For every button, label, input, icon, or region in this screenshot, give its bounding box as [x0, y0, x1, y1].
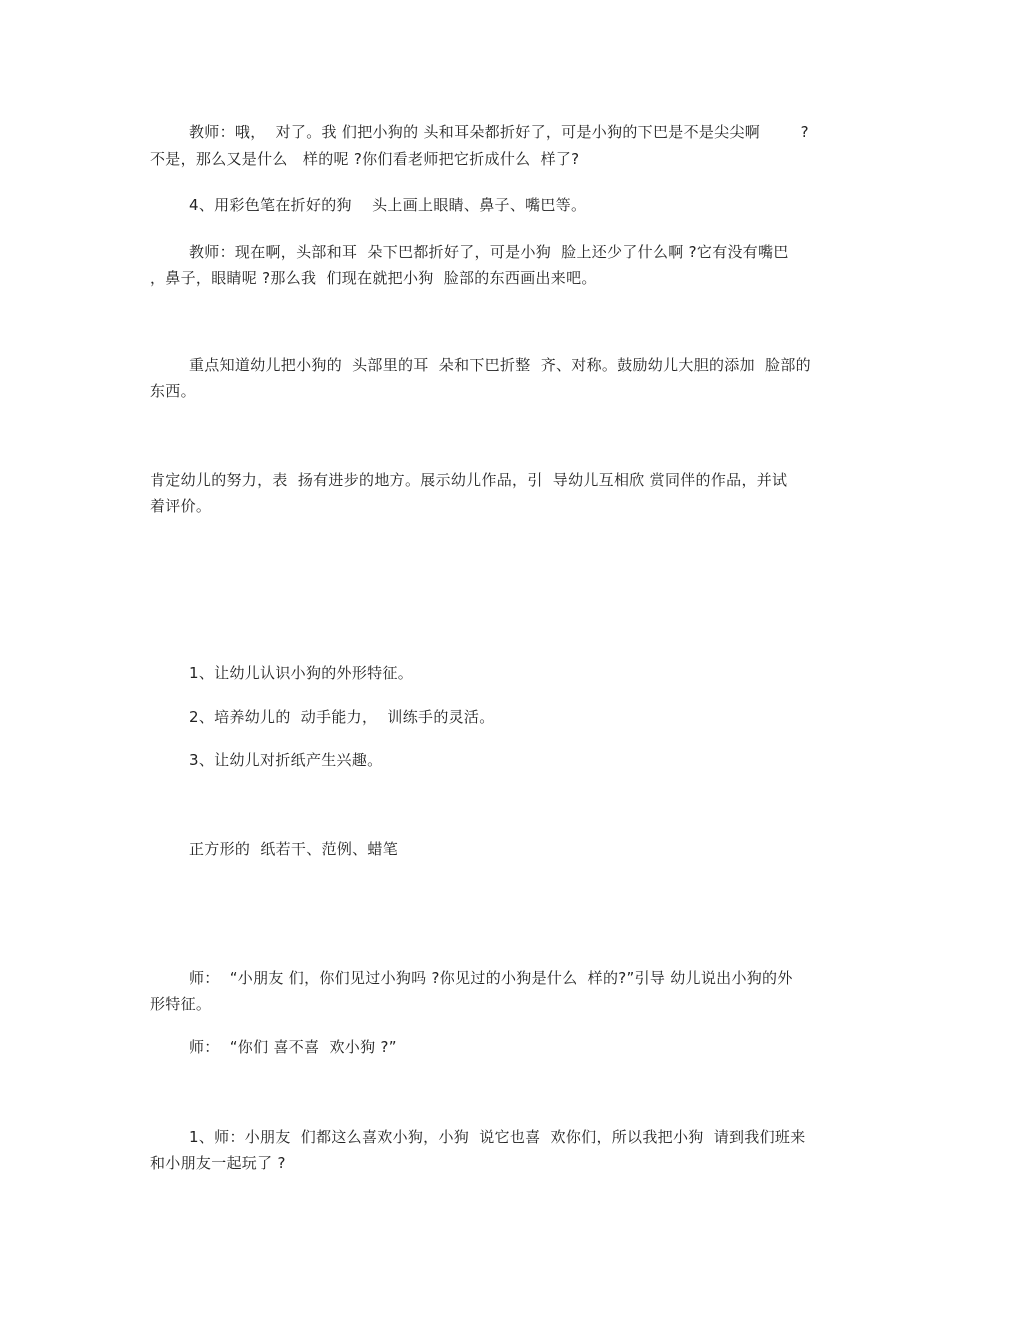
paragraph-line: ，鼻子，眼睛呢 ?那么我 们现在就把小狗 脸部的东西画出来吧。 — [150, 269, 597, 287]
paragraph-line: 教师：哦， 对了。我 们把小狗的 头和耳朵都折好了，可是小狗的下巴是不是尖尖啊 ? — [189, 123, 809, 141]
paragraph-line: 东西。 — [150, 382, 196, 400]
paragraph-line: 正方形的 纸若干、范例、蜡笔 — [189, 840, 399, 858]
paragraph-line: 1、师：小朋友 们都这么喜欢小狗，小狗 说它也喜 欢你们，所以我把小狗 请到我们班来 — [189, 1128, 806, 1146]
paragraph-line: 和小朋友一起玩了 ? — [150, 1154, 286, 1172]
paragraph-line: 师： “你们 喜不喜 欢小狗 ?” — [189, 1038, 397, 1056]
paragraph-line: 着评价。 — [150, 497, 212, 515]
list-item: 2、培养幼儿的 动手能力， 训练手的灵活。 — [189, 708, 495, 726]
paragraph-line: 师： “小朋友 们，你们见过小狗吗 ?你见过的小狗是什么 样的?”引导 幼儿说出小狗的外 — [189, 969, 793, 987]
list-item: 1、让幼儿认识小狗的外形特征。 — [189, 664, 414, 682]
list-item: 3、让幼儿对折纸产生兴趣。 — [189, 751, 383, 769]
paragraph-line: 重点知道幼儿把小狗的 头部里的耳 朵和下巴折整 齐、对称。鼓励幼儿大胆的添加 脸部的 — [189, 356, 811, 374]
paragraph-line: 形特征。 — [150, 995, 212, 1013]
paragraph-line: 4、用彩色笔在折好的狗 头上画上眼睛、鼻子、嘴巴等。 — [189, 196, 587, 214]
paragraph-line: 肯定幼儿的努力，表 扬有进步的地方。展示幼儿作品，引 导幼儿互相欣 赏同伴的作品，并试 — [150, 471, 788, 489]
paragraph-line: 不是，那么又是什么 样的呢 ?你们看老师把它折成什么 样了? — [150, 150, 580, 168]
paragraph-line: 教师：现在啊，头部和耳 朵下巴都折好了，可是小狗 脸上还少了什么啊 ?它有没有嘴巴 — [189, 243, 789, 261]
